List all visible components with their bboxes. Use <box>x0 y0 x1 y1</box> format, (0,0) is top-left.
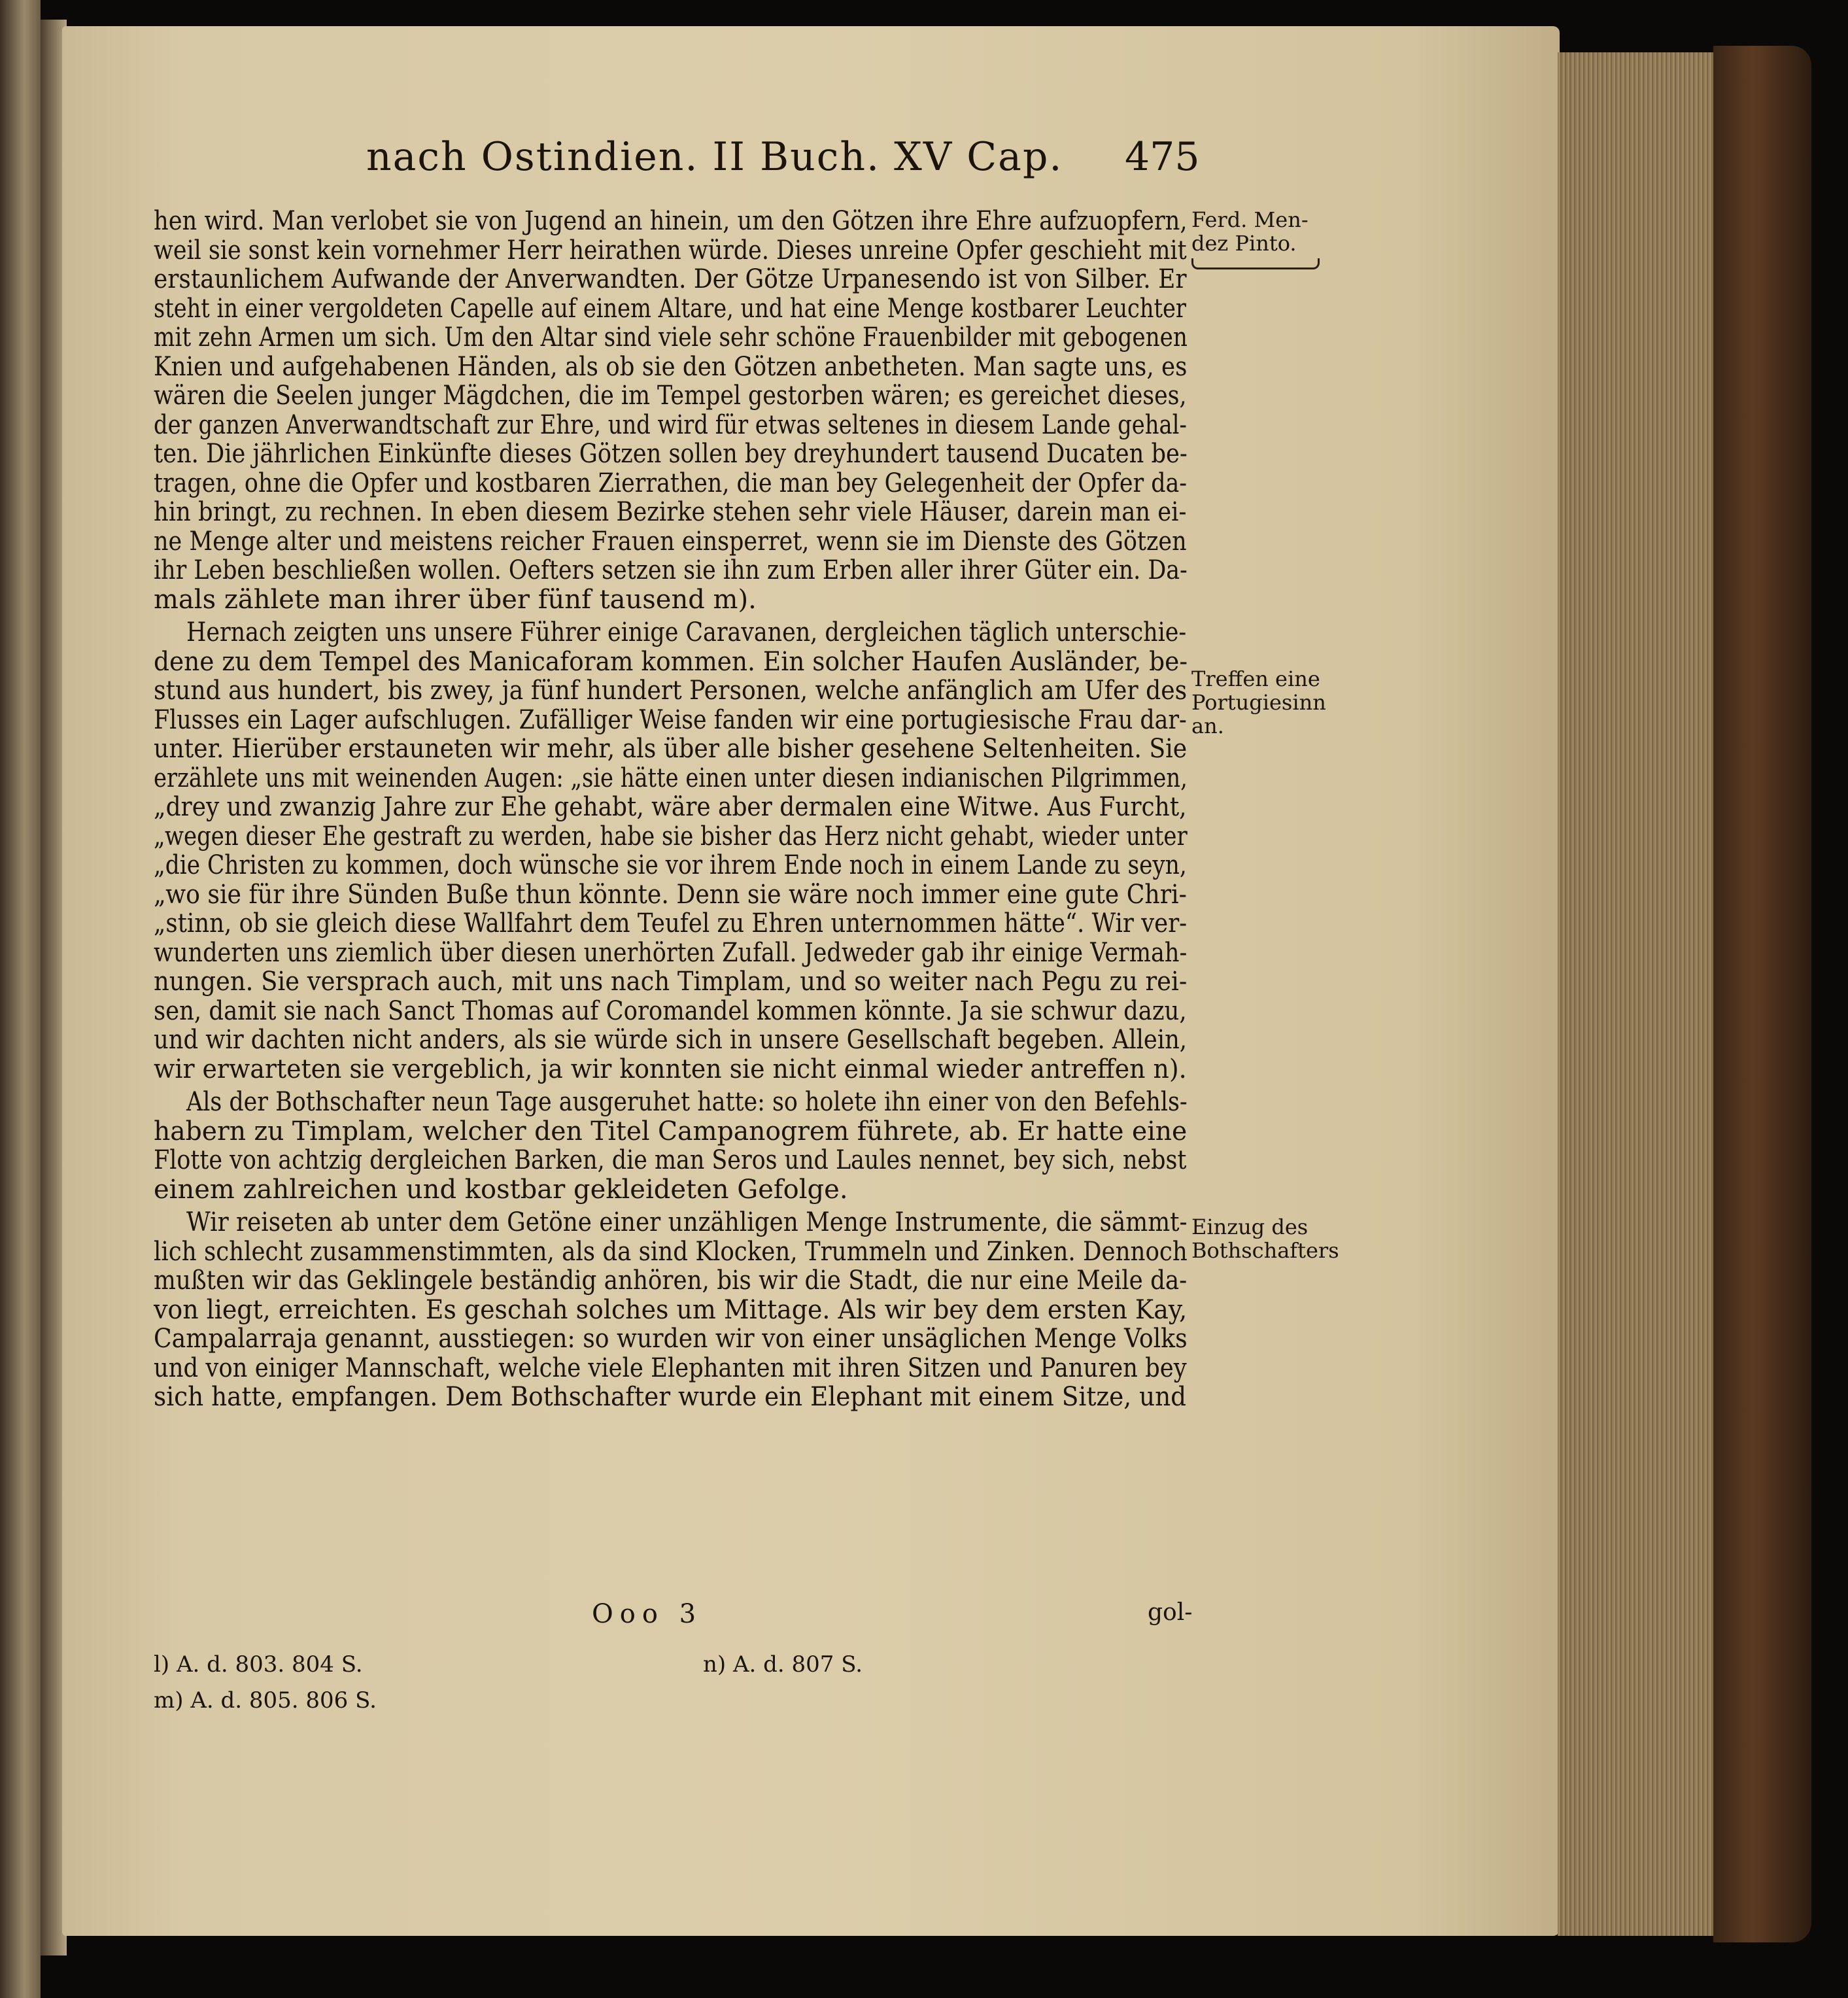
marginal-note-line: Ferd. Men- <box>1191 207 1309 232</box>
marginal-note-line: Einzug des <box>1191 1214 1309 1239</box>
text-line: der ganzen Anverwandtschaft zur Ehre, und wird für etwas seltenes in diesem Lande gehal- <box>154 409 1187 440</box>
marginal-note-line: Bothschafters <box>1191 1238 1339 1263</box>
text-line: Als der Bothschafter neun Tage ausgeruhet hatte: so holete ihn einer von den Befehls- <box>186 1087 1188 1117</box>
footnote-n: n) A. d. 807 S. <box>703 1651 863 1678</box>
text-line: „wegen dieser Ehe gestraft zu werden, habe sie bisher das Herz nicht gehabt, wieder unter <box>154 821 1188 852</box>
text-line: wären die Seelen junger Mägdchen, die im Tempel gestorben wären; es gereichet dieses, <box>154 381 1187 411</box>
text-line: und von einiger Mannschaft, welche viele Elephanten mit ihren Sitzen und Panuren bey <box>154 1352 1187 1383</box>
text-line: erstaunlichem Aufwande der Anverwandten. Der Götze Urpanesendo ist von Silber. Er <box>154 264 1187 294</box>
text-line: sen, damit sie nach Sanct Thomas auf Coromandel kommen könnte. Ja sie schwur dazu, <box>154 995 1187 1026</box>
text-line: lich schlecht zusammenstimmten, als da sind Klocken, Trummeln und Zinken. Dennoch <box>154 1236 1188 1267</box>
page-edges <box>1558 52 1725 1936</box>
text-line: Knien und aufgehabenen Händen, als ob sie den Götzen anbetheten. Man sagte uns, es <box>154 351 1188 382</box>
text-line: unter. Hierüber erstauneten wir mehr, als über alle bisher gesehene Seltenheiten. Sie <box>154 734 1188 764</box>
catchword: gol- <box>1148 1599 1193 1626</box>
text-line: tragen, ohne die Opfer und kostbaren Zierrathen, die man bey Gelegenheit der Opfer da- <box>154 468 1188 498</box>
text-line: „drey und zwanzig Jahre zur Ehe gehabt, wäre aber dermalen eine Witwe. Aus Furcht, <box>154 792 1187 822</box>
marginal-note-portuguese-woman <box>1191 667 1326 738</box>
text-line: dene zu dem Tempel des Manicaforam kommen. Ein solcher Haufen Ausländer, be- <box>154 646 1188 677</box>
text-line: stund aus hundert, bis zwey, ja fünf hundert Personen, welche anfänglich am Ufer des <box>154 676 1188 706</box>
text-line: von liegt, erreichten. Es geschah solches um Mittage. Als wir bey dem ersten Kay, <box>154 1294 1188 1325</box>
marginal-note-line: Portugiesinn <box>1191 690 1326 715</box>
signature-mark: Ooo 3 <box>592 1599 703 1629</box>
text-line: ihr Leben beschließen wollen. Oefters setzen sie ihn zum Erben aller ihrer Güter ein. Da- <box>154 555 1188 585</box>
footnote-l: l) A. d. 803. 804 S. <box>154 1651 363 1678</box>
marginal-note-line: Treffen eine <box>1191 666 1320 691</box>
marginal-note-ambassador-entry <box>1191 1215 1339 1262</box>
text-line: nungen. Sie versprach auch, mit uns nach Timplam, und so weiter nach Pegu zu rei- <box>154 967 1188 997</box>
text-line: „die Christen zu kommen, doch wünsche sie vor ihrem Ende noch in einem Lande zu seyn, <box>154 850 1187 880</box>
page-number: 475 <box>1125 134 1200 180</box>
text-line: weil sie sonst kein vornehmer Herr heirathen würde. Dieses unreine Opfer geschieht mit <box>154 235 1187 266</box>
text-line: mit zehn Armen um sich. Um den Altar sind viele sehr schöne Frauenbilder mit gebogenen <box>154 322 1188 353</box>
marginal-bracket <box>1191 258 1320 269</box>
text-line: ne Menge alter und meistens reicher Frauen einsperret, wenn sie im Dienste des Götzen <box>154 526 1187 557</box>
text-line: mals zählete man ihrer über fünf tausend m). <box>154 584 757 615</box>
text-line: hen wird. Man verlobet sie von Jugend an hinein, um den Götzen ihre Ehre aufzuopfern, <box>154 206 1188 236</box>
text-line: „wo sie für ihre Sünden Buße thun könnte. Denn sie wäre noch immer eine gute Chri- <box>154 879 1187 910</box>
book-cover <box>1713 46 1811 1942</box>
text-line: wir erwarteten sie vergeblich, ja wir konnten sie nicht einmal wieder antreffen n). <box>154 1054 1187 1084</box>
text-line: mußten wir das Geklingele beständig anhören, bis wir die Stadt, die nur eine Meile da- <box>154 1266 1188 1296</box>
text-line: wunderten uns ziemlich über diesen unerhörten Zufall. Jedweder gab ihr einige Vermah- <box>154 937 1188 968</box>
marginal-note-line: dez Pinto. <box>1191 231 1297 256</box>
text-line: Flotte von achtzig dergleichen Barken, die man Seros und Laules nennet, bey sich, nebst <box>154 1145 1187 1175</box>
text-line: hin bringt, zu rechnen. In eben diesem Bezirke stehen sehr viele Häuser, darein man ei- <box>154 497 1187 527</box>
text-line: Campalarraja genannt, ausstiegen: so wurden wir von einer unsäglichen Menge Volks <box>154 1324 1188 1354</box>
text-line: ten. Die jährlichen Einkünfte dieses Götzen sollen bey dreyhundert tausend Ducaten be- <box>154 439 1188 469</box>
text-line: Hernach zeigten uns unsere Führer einige Caravanen, dergleichen täglich unterschie- <box>186 617 1187 647</box>
text-line: „stinn, ob sie gleich diese Wallfahrt dem Teufel zu Ehren unternommen hätte“. Wir ver- <box>154 908 1188 939</box>
footnote-m: m) A. d. 805. 806 S. <box>154 1687 377 1714</box>
marginal-note-pinto <box>1191 208 1309 255</box>
bleed-through <box>1242 419 1367 447</box>
text-line: Flusses ein Lager aufschlugen. Zufälliger Weise fanden wir eine portugiesische Frau dar- <box>154 704 1187 735</box>
text-line: sich hatte, empfangen. Dem Bothschafter wurde ein Elephant mit einem Sitze, und <box>154 1382 1187 1412</box>
facing-page-edge <box>0 0 41 1998</box>
text-line: habern zu Timplam, welcher den Titel Campanogrem führete, ab. Er hatte eine <box>154 1116 1188 1146</box>
text-line: einem zahlreichen und kostbar gekleideten Gefolge. <box>154 1174 848 1205</box>
text-line: erzählete uns mit weinenden Augen: „sie hätte einen unter diesen indianischen Pilgrimmen, <box>154 763 1188 793</box>
text-line: steht in einer vergoldeten Capelle auf einem Altare, und hat eine Menge kostbarer Leuchter <box>154 293 1186 324</box>
text-line: und wir dachten nicht anders, als sie würde sich in unsere Gesellschaft begeben. Allein, <box>154 1025 1188 1055</box>
running-title: nach Ostindien. II Buch. XV Cap. <box>366 134 1063 180</box>
text-line: Wir reiseten ab unter dem Getöne einer unzähligen Menge Instrumente, die sämmt- <box>186 1207 1188 1237</box>
marginal-note-line: an. <box>1191 714 1224 738</box>
